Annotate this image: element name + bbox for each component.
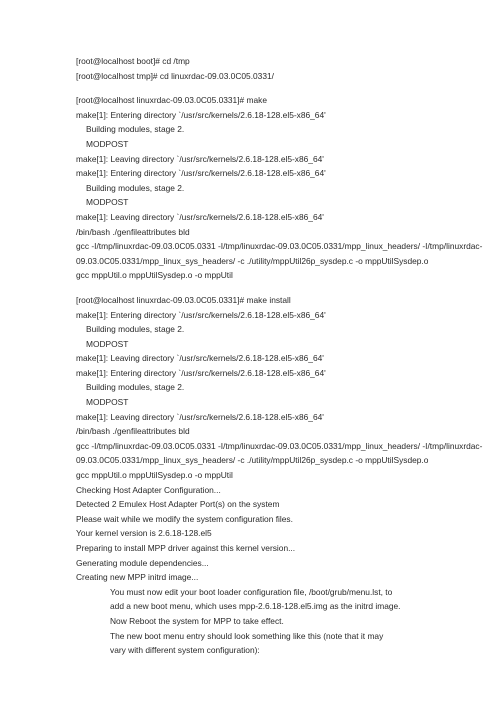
text-line: make[1]: Entering directory `/usr/src/kernels/2.6.18-128.el5-x86_64': [76, 109, 326, 120]
text-line: The new boot menu entry should look something like this (note that it may: [110, 630, 384, 641]
text-line: make[1]: Leaving directory `/usr/src/kernels/2.6.18-128.el5-x86_64': [76, 353, 324, 364]
text-line: Detected 2 Emulex Host Adapter Port(s) on the system: [76, 499, 280, 510]
text-line: Building modules, stage 2.: [86, 124, 185, 135]
text-line: make[1]: Leaving directory `/usr/src/kernels/2.6.18-128.el5-x86_64': [76, 411, 324, 422]
text-line: make[1]: Entering directory `/usr/src/kernels/2.6.18-128.el5-x86_64': [76, 168, 326, 179]
text-line: Building modules, stage 2.: [86, 324, 185, 335]
text-line: gcc -I/tmp/linuxrdac-09.03.0C05.0331 -I/tmp/linuxrdac-09.03.0C05.0331/mpp_linux_headers/ -I/tmp/linuxrdac-09.03.0C05.0331/mpp_linux_sys_headers/ -c ./utility/mppUtil26p_sysdep.c -o mppUtilSysdep.o: [76, 440, 483, 466]
text-line: vary with different system configuration):: [110, 645, 260, 656]
text-line: Checking Host Adapter Configuration...: [76, 484, 221, 495]
text-line: Your kernel version is 2.6.18-128.el5: [76, 528, 212, 539]
text-line: [root@localhost tmp]# cd linuxrdac-09.03.0C05.0331/: [76, 70, 274, 81]
text-line: Please wait while we modify the system configuration files.: [76, 513, 293, 524]
command-line: [root@localhost linuxrdac-09.03.0C05.0331]# make: [76, 95, 268, 106]
text-line: make[1]: Leaving directory `/usr/src/kernels/2.6.18-128.el5-x86_64': [76, 153, 324, 164]
text-line: Creating new MPP initrd image...: [76, 572, 199, 583]
text-line: gcc mppUtil.o mppUtilSysdep.o -o mppUtil: [76, 270, 233, 281]
text-line: Now Reboot the system for MPP to take effect.: [110, 615, 284, 626]
text-line: MODPOST: [86, 197, 129, 208]
text-line: /bin/bash ./genfileattributes bld: [76, 426, 190, 437]
text-line: MODPOST: [86, 138, 129, 149]
text-line: You must now edit your boot loader configuration file, /boot/grub/menu.lst, to: [110, 586, 393, 597]
command-line: [root@localhost linuxrdac-09.03.0C05.0331]# make install: [76, 294, 291, 305]
text-line: MODPOST: [86, 397, 129, 408]
paragraph-gap: [76, 83, 492, 93]
text-line: Building modules, stage 2.: [86, 182, 185, 193]
terminal-transcript: [76, 54, 492, 658]
text-line: make[1]: Entering directory `/usr/src/kernels/2.6.18-128.el5-x86_64': [76, 309, 326, 320]
text-line: gcc -I/tmp/linuxrdac-09.03.0C05.0331 -I/tmp/linuxrdac-09.03.0C05.0331/mpp_linux_headers/ -I/tmp/linuxrdac-09.03.0C05.0331/mpp_linux_sys_headers/ -c ./utility/mppUtil26p_sysdep.c -o mppUtilSysdep.o: [76, 241, 483, 266]
text-line: gcc mppUtil.o mppUtilSysdep.o -o mppUtil: [76, 470, 233, 481]
text-line: add a new boot menu, which uses mpp-2.6.18-128.el5.img as the initrd image.: [110, 601, 401, 612]
text-line: Generating module dependencies...: [76, 557, 209, 568]
paragraph-gap: [76, 283, 492, 293]
text-line: make[1]: Entering directory `/usr/src/kernels/2.6.18-128.el5-x86_64': [76, 367, 326, 378]
text-line: make[1]: Leaving directory `/usr/src/kernels/2.6.18-128.el5-x86_64': [76, 211, 324, 222]
text-line: [root@localhost boot]# cd /tmp: [76, 56, 190, 66]
text-line: MODPOST: [86, 338, 129, 349]
text-line: Preparing to install MPP driver against this kernel version...: [76, 543, 296, 553]
text-line: Building modules, stage 2.: [86, 382, 185, 393]
text-line: /bin/bash ./genfileattributes bld: [76, 226, 190, 237]
